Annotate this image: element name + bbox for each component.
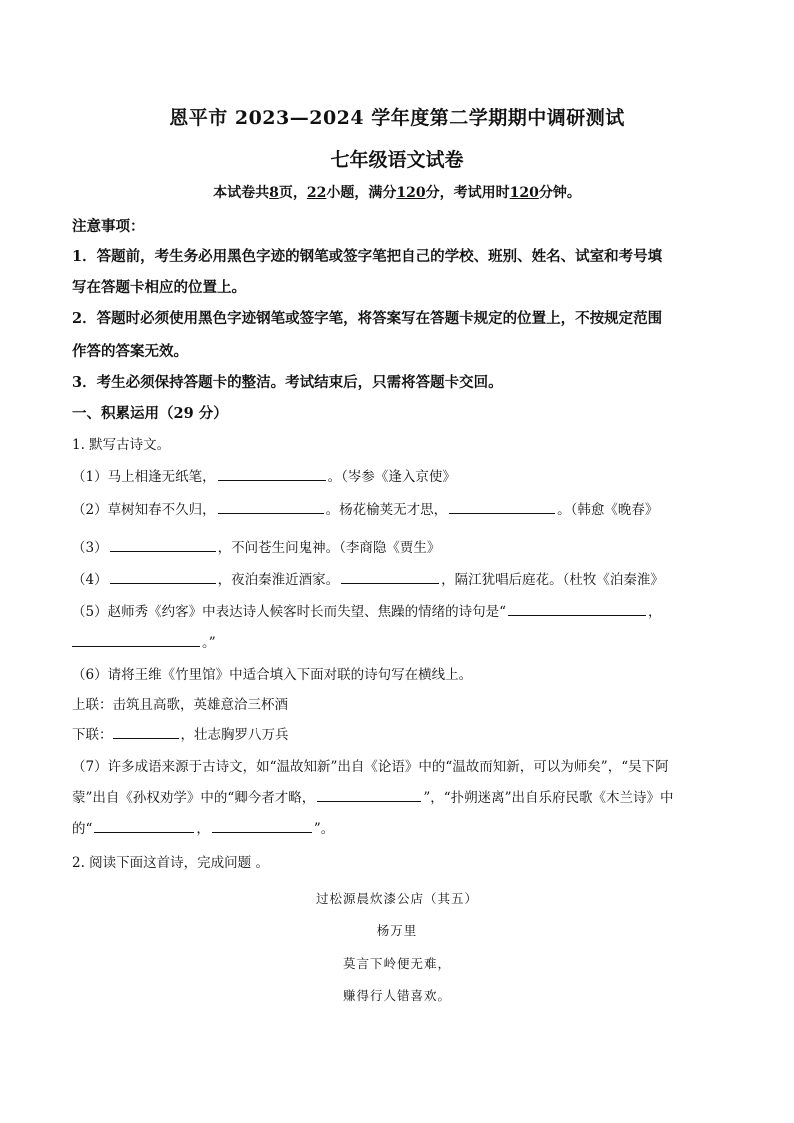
exam-subtitle: 七年级语文试卷 <box>330 149 464 171</box>
info-text: 页， <box>278 185 307 201</box>
poem-line: 赚得行人错喜欢。 <box>342 988 451 1003</box>
notice-item-1-cont: 写在答题卡相应的位置上。 <box>72 279 246 296</box>
couplet-upper: 上联：击筑且高歌，英雄意洽三杯酒 <box>72 697 288 713</box>
q1-sub-7: （7）许多成语来源于古诗文，如“温故知新”出自《论语》中的“温故而知新，可以为师矣”，“吴下阿 <box>72 759 669 775</box>
q1-sub-6: （6）请将王维《竹里馆》中适合填入下面对联的诗句写在横线上。 <box>72 667 473 683</box>
info-pages: 8 <box>269 185 279 201</box>
answer-blank[interactable] <box>449 499 555 514</box>
exam-info <box>0 182 794 202</box>
notice-item-1: 1．答题前，考生务必用黑色字迹的钢笔或签字笔把自己的学校、班别、姓名、试室和考号填 <box>72 248 663 265</box>
text: 。杨花榆荚无才思， <box>325 502 448 518</box>
info-text: 分，考试用时 <box>425 185 510 201</box>
notice-item-3: 3．考生必须保持答题卡的整洁。考试结束后，只需将答题卡交回。 <box>72 374 503 391</box>
text: （5）赵师秀《约客》中表达诗人候客时长而失望、焦躁的情绪的诗句是“ <box>72 604 506 620</box>
q1-sub-4 <box>72 568 732 588</box>
info-text: 小题，满分 <box>326 185 397 201</box>
q1-sub-2 <box>72 498 732 518</box>
question-1-stem: 1. 默写古诗文。 <box>72 437 171 453</box>
answer-blank[interactable] <box>94 818 194 833</box>
text: 下联： <box>72 727 113 743</box>
text: 。（岑参《逢入京使》 <box>327 469 456 485</box>
text: 。（韩愈《晚春》 <box>557 502 659 518</box>
text: 。” <box>202 635 216 651</box>
info-text: 分钟。 <box>538 185 581 201</box>
answer-blank[interactable] <box>110 537 216 552</box>
exam-title: 恩平市 2023—2024 学年度第二学期期中调研测试 <box>169 107 625 129</box>
answer-blank[interactable] <box>113 724 179 739</box>
q1-sub-3 <box>72 536 732 556</box>
poem-title: 过松源晨炊漆公店（其五） <box>315 891 478 906</box>
answer-blank[interactable] <box>218 499 324 514</box>
info-questions: 22 <box>306 185 327 201</box>
text: （3） <box>72 540 108 556</box>
text: ，不问苍生问鬼神。（李商隐《贾生》 <box>217 540 441 556</box>
q1-sub-7-cont <box>72 786 732 806</box>
info-score: 120 <box>396 185 426 201</box>
text: （2）草树知春不久归， <box>72 502 216 518</box>
text: ，隔江犹唱后庭花。（杜牧《泊秦淮》 <box>441 572 664 588</box>
poem-author: 杨万里 <box>376 923 418 938</box>
question-2-stem: 2. 阅读下面这首诗，完成问题 。 <box>72 855 269 871</box>
text: （1）马上相逢无纸笔， <box>72 469 216 485</box>
poem-line: 莫言下岭便无难， <box>342 956 451 971</box>
q1-sub-5 <box>72 600 732 620</box>
text: ”，“扑朔迷离”出自乐府民歌《木兰诗》中 <box>423 790 674 806</box>
answer-blank[interactable] <box>212 818 312 833</box>
notice-item-2: 2．答题时必须使用黑色字迹钢笔或签字笔，将答案写在答题卡规定的位置上，不按规定范围 <box>72 310 663 327</box>
text: 的“ <box>72 821 93 837</box>
text: ，夜泊秦淮近酒家。 <box>217 572 340 588</box>
notice-item-2-cont: 作答的答案无效。 <box>72 343 188 360</box>
text: 蒙”出自《孙权劝学》中的“卿今者才略， <box>72 790 316 806</box>
q1-sub-1 <box>72 465 732 485</box>
answer-blank[interactable] <box>72 632 200 647</box>
answer-blank[interactable] <box>218 466 326 481</box>
q1-sub-5-cont <box>72 631 732 651</box>
info-text: 本试卷共 <box>213 185 270 201</box>
answer-blank[interactable] <box>341 569 439 584</box>
q1-sub-7-cont2 <box>72 817 732 837</box>
text: （4） <box>72 572 108 588</box>
text: ， <box>196 821 210 837</box>
answer-blank[interactable] <box>110 569 216 584</box>
text: ， <box>648 604 662 620</box>
notice-heading: 注意事项： <box>72 218 145 235</box>
answer-blank[interactable] <box>508 601 646 616</box>
section-heading: 一、积累运用（29 分） <box>72 405 228 422</box>
text: ”。 <box>313 821 335 837</box>
couplet-lower <box>72 723 732 743</box>
answer-blank[interactable] <box>317 787 421 802</box>
text: ，壮志胸罗八万兵 <box>180 727 289 743</box>
info-time: 120 <box>509 185 539 201</box>
